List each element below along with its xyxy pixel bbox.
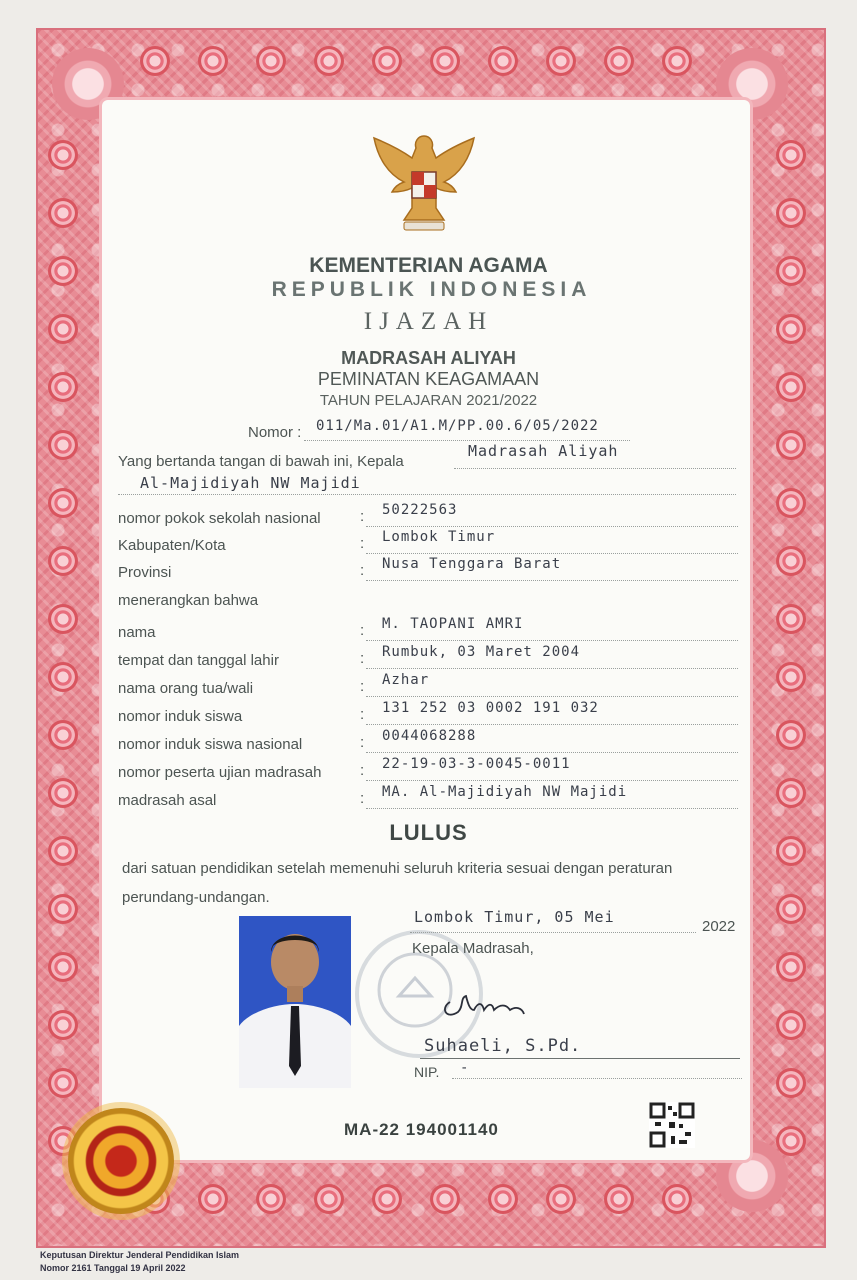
border-motif	[372, 46, 402, 76]
border-motif	[662, 1184, 692, 1214]
student-field-value: 0044068288	[382, 728, 477, 744]
school-field-value: Lombok Timur	[382, 529, 496, 545]
student-field-label: nomor peserta ujian madrasah	[118, 764, 322, 781]
border-motif	[372, 1184, 402, 1214]
field-dotted-line	[366, 780, 738, 781]
border-motif	[776, 488, 806, 518]
border-motif	[48, 1068, 78, 1098]
field-colon: :	[360, 562, 365, 579]
signature-year: 2022	[702, 918, 736, 935]
border-motif	[776, 1068, 806, 1098]
border-motif	[48, 778, 78, 808]
field-dotted-line	[366, 808, 738, 809]
border-motif	[48, 430, 78, 460]
nomor-value: 011/Ma.01/A1.M/PP.00.6/05/2022	[316, 418, 599, 434]
document-type-title: IJAZAH	[363, 308, 494, 335]
garuda-emblem-icon	[368, 128, 480, 238]
signatory-name-line	[420, 1058, 740, 1059]
border-motif	[198, 1184, 228, 1214]
border-motif	[776, 720, 806, 750]
intro-value-1: Madrasah Aliyah	[468, 442, 619, 460]
intro-value-2: Al-Majidiyah NW Majidi	[140, 474, 361, 492]
border-motif	[776, 198, 806, 228]
statement-line-2: perundang-undangan.	[122, 889, 270, 906]
field-colon: :	[360, 678, 365, 695]
border-motif	[488, 46, 518, 76]
student-field-label: nomor induk siswa nasional	[118, 736, 303, 753]
border-motif	[776, 140, 806, 170]
field-colon: :	[360, 650, 365, 667]
border-motif	[604, 46, 634, 76]
nip-line	[452, 1078, 742, 1079]
academic-year: TAHUN PELAJARAN 2021/2022	[319, 392, 538, 409]
border-motif	[546, 1184, 576, 1214]
border-motif	[488, 1184, 518, 1214]
border-motif	[430, 1184, 460, 1214]
field-dotted-line	[366, 526, 738, 527]
border-motif	[776, 952, 806, 982]
border-motif	[776, 430, 806, 460]
signature-place-date: Lombok Timur, 05 Mei	[414, 908, 615, 926]
border-motif	[48, 604, 78, 634]
border-motif	[48, 140, 78, 170]
field-colon: :	[360, 508, 365, 525]
serial-number: MA-22 194001140	[344, 1120, 499, 1139]
field-colon: :	[360, 734, 365, 751]
border-motif	[604, 1184, 634, 1214]
school-field-value: Nusa Tenggara Barat	[382, 556, 562, 572]
nip-label: NIP.	[414, 1064, 440, 1080]
program-title: PEMINATAN KEAGAMAAN	[317, 369, 540, 389]
student-field-value: Azhar	[382, 672, 430, 688]
border-motif	[256, 46, 286, 76]
nip-value: -	[460, 1060, 470, 1076]
border-motif	[48, 488, 78, 518]
school-field-label: nomor pokok sekolah nasional	[118, 510, 321, 527]
handwritten-signature-icon	[436, 986, 546, 1026]
border-motif	[256, 1184, 286, 1214]
border-motif	[48, 546, 78, 576]
field-colon: :	[360, 790, 365, 807]
student-field-value: Rumbuk, 03 Maret 2004	[382, 644, 581, 660]
student-field-value: 22-19-03-3-0045-0011	[382, 756, 571, 772]
border-motif	[776, 1010, 806, 1040]
border-motif	[776, 1126, 806, 1156]
student-field-value: 131 252 03 0002 191 032	[382, 700, 599, 716]
student-field-label: nomor induk siswa	[118, 708, 243, 725]
holographic-seal-icon	[68, 1108, 174, 1214]
nomor-label: Nomor :	[248, 424, 302, 441]
field-colon: :	[360, 762, 365, 779]
border-motif	[662, 46, 692, 76]
border-motif	[48, 1010, 78, 1040]
border-motif	[776, 662, 806, 692]
border-motif	[314, 1184, 344, 1214]
footer-decree-line-1: Keputusan Direktur Jenderal Pendidikan Islam	[40, 1250, 240, 1260]
border-motif	[776, 604, 806, 634]
field-dotted-line	[366, 580, 738, 581]
student-field-value: MA. Al-Majidiyah NW Majidi	[382, 784, 628, 800]
border-motif	[776, 778, 806, 808]
school-type-title: MADRASAH ALIYAH	[341, 348, 516, 368]
field-dotted-line	[366, 640, 738, 641]
signatory-name: Suhaeli, S.Pd.	[424, 1036, 582, 1056]
statement-line-1: dari satuan pendidikan setelah memenuhi seluruh kriteria sesuai dengan peraturan	[122, 860, 673, 877]
field-dotted-line	[366, 752, 738, 753]
border-motif	[140, 46, 170, 76]
border-motif	[48, 720, 78, 750]
border-motif	[430, 46, 460, 76]
result-lulus: LULUS	[389, 820, 468, 845]
student-photo	[239, 916, 351, 1088]
footer-decree-line-2: Nomor 2161 Tanggal 19 April 2022	[40, 1263, 186, 1273]
field-dotted-line	[366, 553, 738, 554]
border-motif	[314, 46, 344, 76]
student-field-label: nama orang tua/wali	[118, 680, 254, 697]
school-field-label: Kabupaten/Kota	[118, 537, 226, 554]
field-dotted-line	[366, 668, 738, 669]
border-motif	[776, 894, 806, 924]
intro-line-2	[118, 494, 736, 495]
school-field-value: 50222563	[382, 502, 458, 518]
border-motif	[48, 952, 78, 982]
field-dotted-line	[366, 724, 738, 725]
intro-line-1	[454, 468, 736, 469]
border-motif	[776, 546, 806, 576]
student-field-value: M. TAOPANI AMRI	[382, 616, 524, 632]
border-motif	[48, 198, 78, 228]
field-colon: :	[360, 622, 365, 639]
border-motif	[546, 46, 576, 76]
school-field-label: Provinsi	[118, 564, 172, 581]
field-colon: :	[360, 535, 365, 552]
field-colon: :	[360, 706, 365, 723]
border-motif	[198, 46, 228, 76]
intro-label: Yang bertanda tangan di bawah ini, Kepala	[118, 453, 404, 470]
certifies-label: menerangkan bahwa	[118, 592, 259, 609]
place-date-line	[410, 932, 696, 933]
student-field-label: tempat dan tanggal lahir	[118, 652, 279, 669]
qr-code-icon[interactable]	[649, 1102, 695, 1148]
student-field-label: madrasah asal	[118, 792, 217, 809]
republic-title: REPUBLIK INDONESIA	[271, 278, 592, 301]
border-motif	[48, 894, 78, 924]
nomor-line	[304, 440, 630, 441]
ministry-title: KEMENTERIAN AGAMA	[309, 254, 548, 277]
border-motif	[48, 662, 78, 692]
field-dotted-line	[366, 696, 738, 697]
student-field-label: nama	[118, 624, 156, 641]
signature-title: Kepala Madrasah,	[412, 940, 534, 957]
